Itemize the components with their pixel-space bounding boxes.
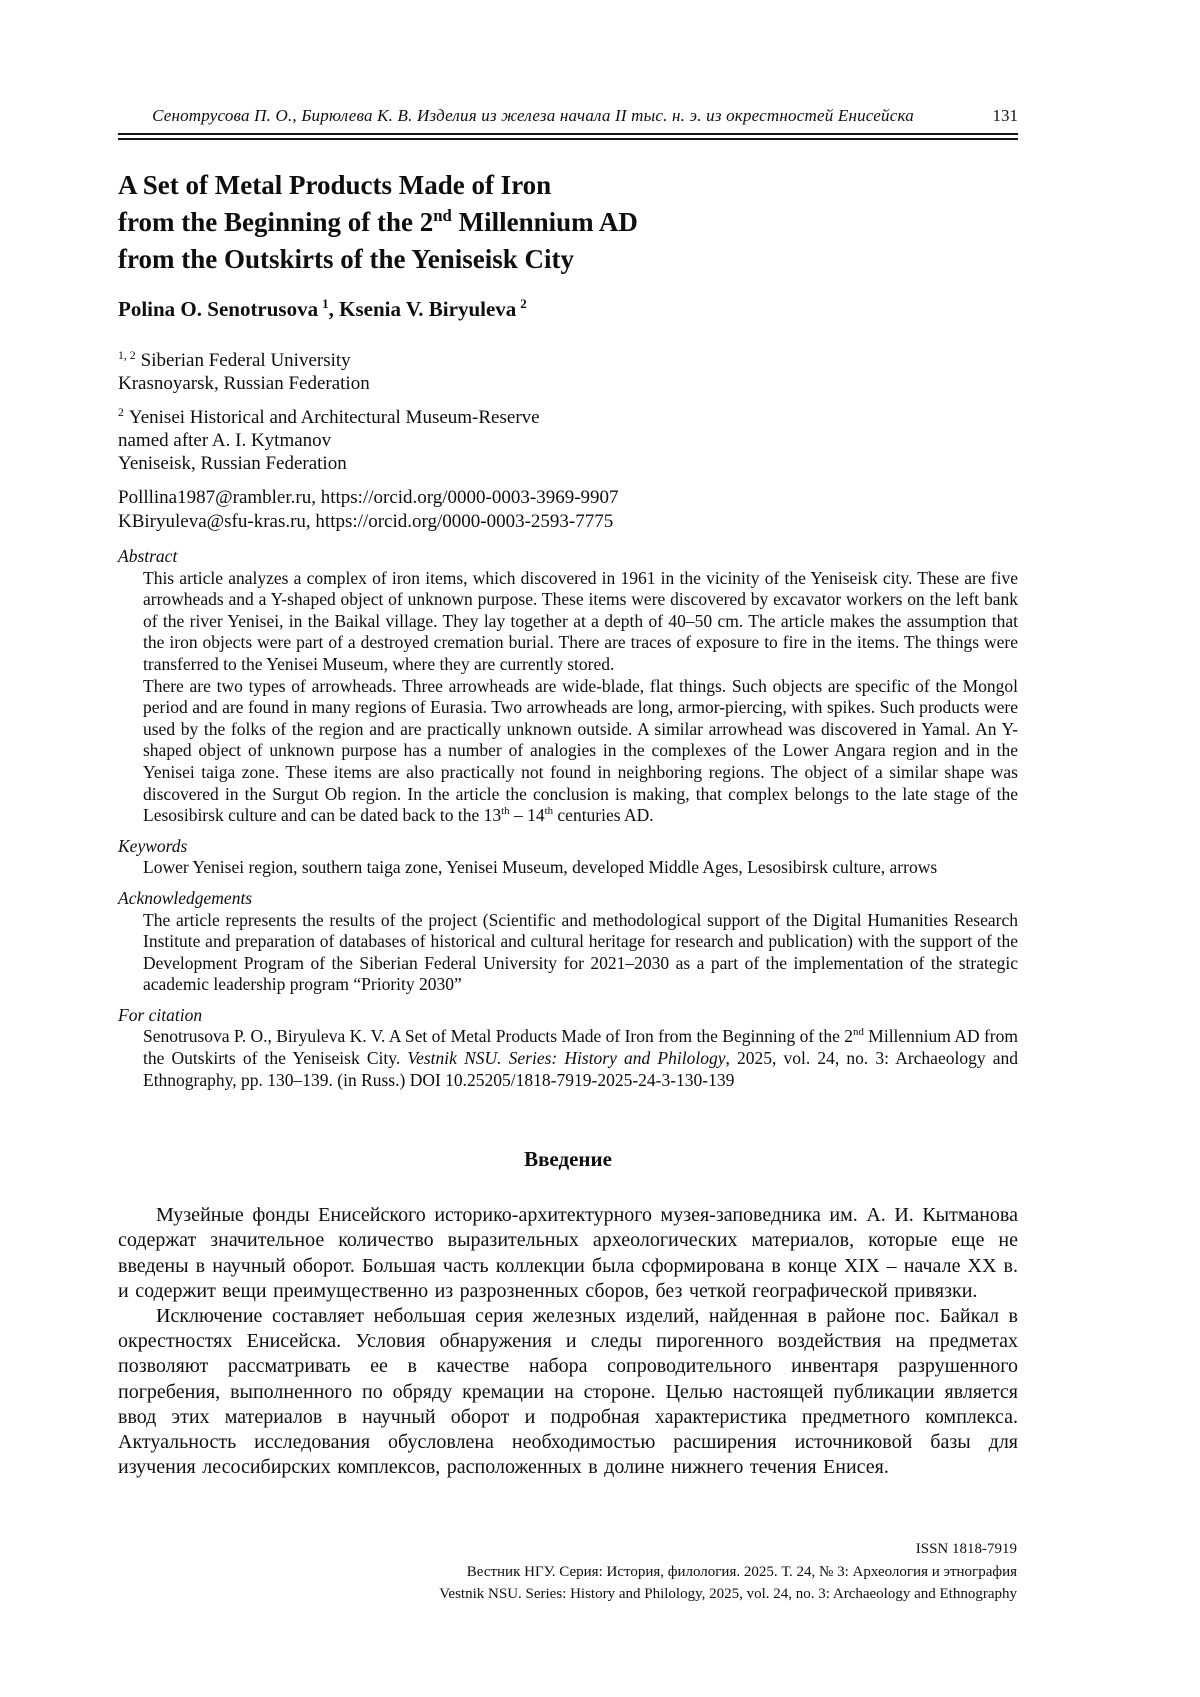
title-line-1 [118,167,1018,204]
abstract-paragraph-1: This article analyzes a complex of iron items, which discovered in 1961 in the vicinity of the Yeniseisk city. These are five arrowheads and a Y-shaped object of unknown purpose. These items were discovered by excavator workers on the left bank of the river Yenisei, in the Baikal village. They lay together at a depth of 40–50 cm. The article makes the assumption that the iron objects were part of a destroyed cremation burial. There are traces of exposure to fire in the items. The things were transferred to the Yenisei Museum, where they are currently stored. [143,567,1018,674]
author-2-affiliation-superscript: 2 [520,296,527,311]
affiliation-1-institution: Siberian Federal University [140,350,351,371]
affiliation-1 [118,349,1018,395]
for-citation-label: For citation [118,1004,203,1025]
title-line-2 [118,204,1018,241]
journal-footer [439,1538,1017,1606]
footer-journal-line-ru: Вестник НГУ. Серия: История, филология. 2025. Т. 24, № 3: Археология и этнография [466,1563,1017,1580]
keywords-label: Keywords [118,835,188,856]
citation-journal-name: Vestnik NSU. Series: History and Philology [407,1048,726,1069]
footer-issn: ISSN 1818-7919 [915,1541,1017,1557]
affiliation-2-name-continued: named after A. I. Kytmanov [118,430,332,451]
abstract-label: Abstract [118,546,178,566]
page-number: 131 [992,106,1018,125]
citation-text-middle: Millennium AD from the Outskirts of the Yeniseisk City. [143,1026,1018,1069]
author-1-name: Polina O. Senotrusova [118,297,319,321]
authors-line [118,297,1018,322]
affiliation-2-city: Yeniseisk, Russian Federation [118,453,347,474]
citation-text-end: , 2025, vol. 24, no. 3: Archaeology and Ethnography, pp. 130–139. (in Russ.) DOI 10.25205/1818-7919-2025-24-3-130-139 [143,1048,1018,1090]
abstract-paragraph-2 [143,676,1018,827]
front-matter [118,546,1018,1091]
introduction-paragraph-1: Музейные фонды Енисейского историко-архитектурного музея-заповедника им. А. И. Кытманова содержат значительное количество выразительных археологических материалов, которые еще не введены в научный оборот. Большая часть коллекции была сформирована в конце XIX – начале XX в. и содержит вещи преимущественно из разрозненных сборов, без четкой географической привязки. [118,1204,1018,1302]
title-line-3-text: from the Outskirts of the Yeniseisk City [118,244,574,274]
running-header [118,106,1018,126]
title-ordinal-superscript: nd [433,206,452,225]
authors-separator: , [328,297,340,321]
article-page [118,0,1018,1480]
affiliation-1-city: Krasnoyarsk, Russian Federation [118,373,370,394]
affiliation-1-superscript: 1, 2 [118,348,136,362]
introduction-paragraph-2: Исключение составляет небольшая серия железных изделий, найденная в районе пос. Байкал в окрестностях Енисейска. Условия обнаружения и следы пирогенного воздействия на предметах позволяют рассматривать ее в качестве набора сопроводительного инвентаря разрушенного погребения, выполненного по обряду кремации на стороне. Целью настоящей публикации является ввод этих материалов в научный оборот и подробная характеристика предметного комплекса. Актуальность исследования обусловлена необходимостью расширения источниковой базы для изучения лесосибирских комплексов, расположенных в долине нижнего течения Енисея. [118,1305,1018,1479]
affiliation-1-name [118,349,1018,372]
title-line-3 [118,241,1018,278]
century-14-superscript: th [544,805,554,818]
affiliation-2 [118,406,1018,475]
affiliation-2-superscript: 2 [118,405,124,419]
affiliation-2-institution: Yenisei Historical and Architectural Museum-Reserve [128,407,540,428]
contact-author-1: Polllina1987@rambler.ru, https://orcid.org/0000-0003-3969-9907 [118,487,619,508]
century-13-superscript: th [501,805,510,818]
affiliation-2-name [118,406,1018,429]
header-rule [118,133,1018,140]
abstract-paragraph-2-end: centuries AD. [553,805,654,826]
acknowledgements-text: The article represents the results of the project (Scientific and methodological support of the Digital Humanities Research Institute and preparation of databases of historical and cultural heritage for research and publication) with the support of the Development Program of the Siberian Federal University for 2021–2030 as a part of the implementation of the strategic academic leadership program “Priority 2030” [143,909,1018,995]
title-line-2-text-after: Millennium AD [451,207,638,237]
contact-author-2: KBiryuleva@sfu-kras.ru, https://orcid.org/0000-0003-2593-7775 [118,510,614,532]
article-title [118,167,1018,278]
footer-journal-line-en: Vestnik NSU. Series: History and Philology, 2025, vol. 24, no. 3: Archaeology and Ethnography [439,1586,1017,1602]
title-line-1-text: A Set of Metal Products Made of Iron [118,170,552,200]
author-1-affiliation-superscript: 1 [322,296,329,311]
citation-text-start: Senotrusova P. O., Biryuleva K. V. A Set of Metal Products Made of Iron from the Beginning of the 2 [143,1026,854,1047]
introduction-heading: Введение [524,1147,612,1172]
abstract-body [143,568,1018,827]
title-line-2-text: from the Beginning of the 2 [118,207,434,237]
abstract-paragraph-2-text: There are two types of arrowheads. Three arrowheads are wide-blade, flat things. Such objects are specific of the Mongol period and are found in many regions of Eurasia. Two arrowheads are long, armor-piercing, with spikes. Such products were used by the folks of the region and are practically unknown outside. A similar arrowhead was discovered in Yamal. An Y-shaped object of unknown purpose has a number of analogies in the complexes of the Lower Angara region and in the Yenisei taiga zone. These items are also practically not found in neighboring regions. The object of a similar shape was discovered in the Surgut Ob region. In the article the conclusion is making, that complex belongs to the late stage of the Lesosibirsk culture and can be dated back to the 13 [143,675,1018,826]
abstract-paragraph-2-dash: – 14 [509,805,545,826]
acknowledgements-label: Acknowledgements [118,887,253,908]
keywords-text: Lower Yenisei region, southern taiga zone, Yenisei Museum, developed Middle Ages, Lesosibirsk culture, arrows [143,857,938,878]
author-2-name: Ksenia V. Biryuleva [339,297,517,321]
citation-ordinal-superscript: nd [853,1026,864,1039]
running-head-text: Сенотрусова П. О., Бирюлева К. В. Изделия из железа начала II тыс. н. э. из окрестностей Енисейска [152,106,914,125]
citation-text [143,1026,1018,1091]
author-contacts [118,486,1018,533]
